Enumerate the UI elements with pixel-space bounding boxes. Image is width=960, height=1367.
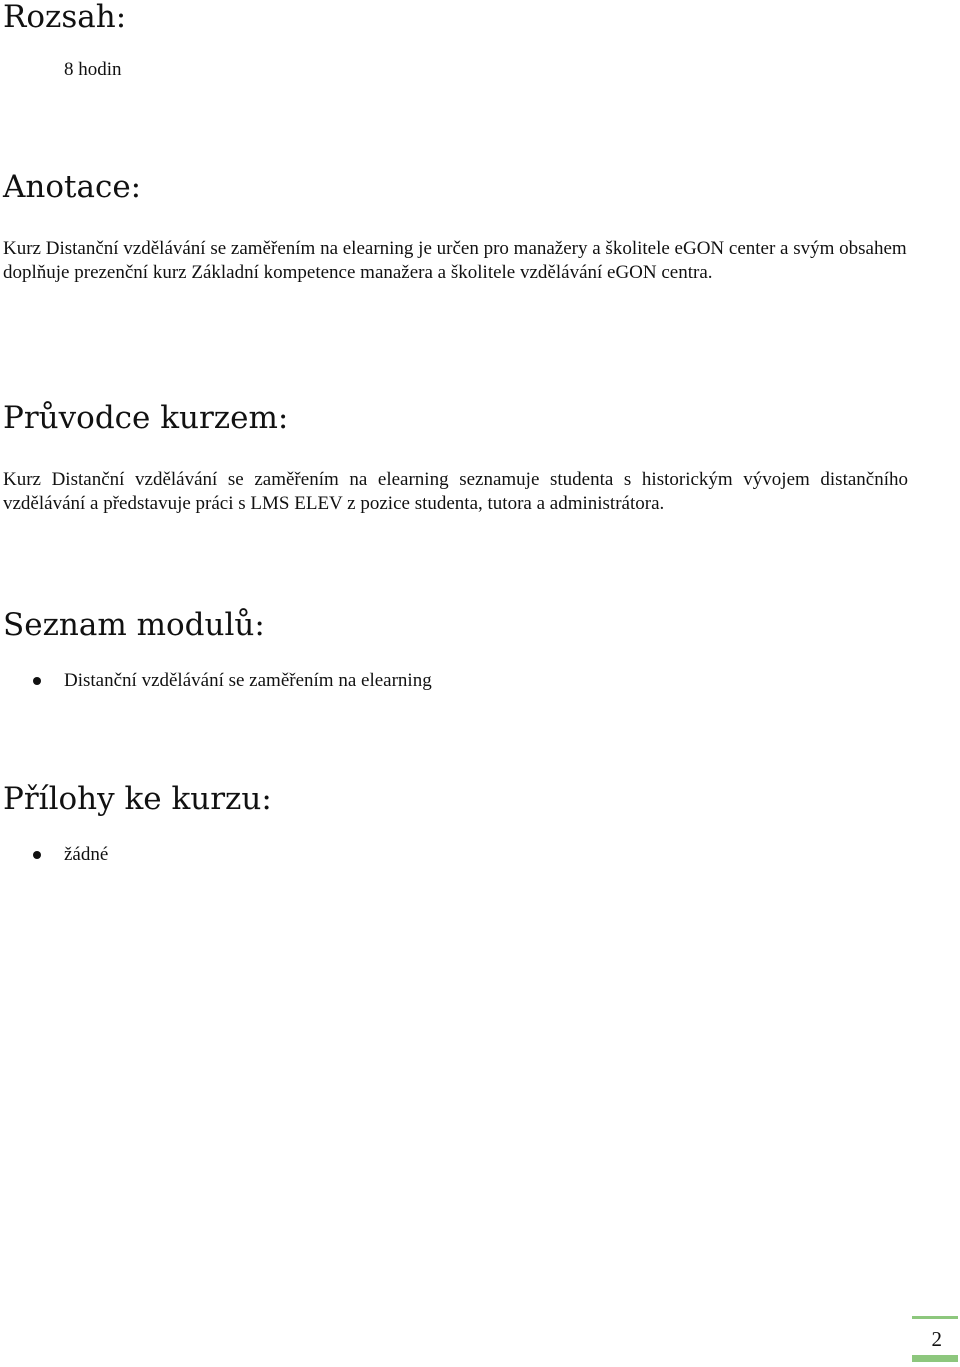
page-number: 2 [931,1327,942,1351]
moduly-heading: Seznam modulů: [3,607,265,643]
page-number-box [912,1316,958,1362]
pruvodce-text: Kurz Distanční vzdělávání se zaměřením na elearning seznamuje studenta s historickým vývojem distančního vzdělávání a představuje práci s LMS ELEV z pozice studenta, tutora a administrátora. [3,469,908,514]
rozsah-value: 8 hodin [64,59,122,80]
anotace-heading: Anotace: [3,169,142,205]
attachment-item-label: žádné [64,844,109,865]
anotace-text: Kurz Distanční vzdělávání se zaměřením na elearning je určen pro manažery a školitele eGON center a svým obsahem doplňuje prezenční kurz Základní kompetence manažera a školitele vzdělávání eGON centra. [3,238,907,283]
bullet-icon [33,851,41,859]
pruvodce-heading: Průvodce kurzem: [3,400,289,436]
bullet-icon [33,677,41,685]
prilohy-heading: Přílohy ke kurzu: [3,781,272,817]
module-item-label: Distanční vzdělávání se zaměřením na elearning [64,670,432,691]
rozsah-heading: Rozsah: [3,0,127,35]
